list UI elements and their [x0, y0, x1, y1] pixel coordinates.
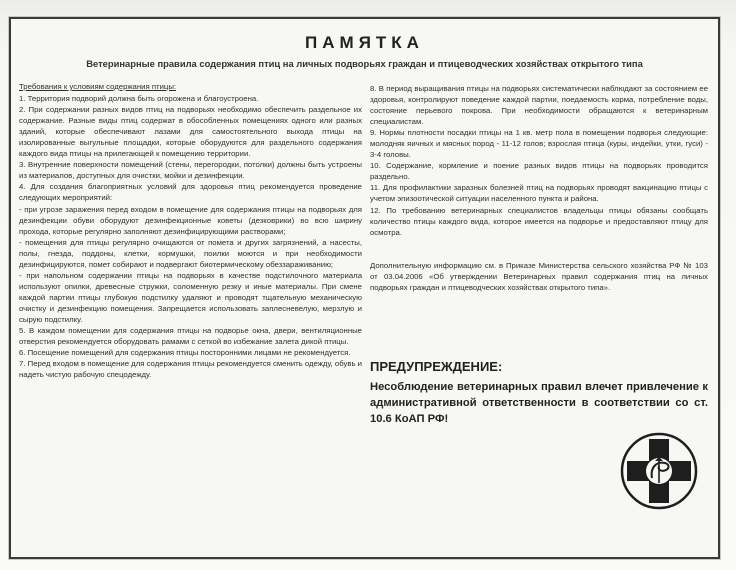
left-column	[19, 81, 362, 380]
rule-10: 10. Содержание, кормление и поение разных видов птицы на подворьях проводится раздельно.	[370, 161, 708, 182]
spacer	[370, 238, 708, 260]
warning-block	[370, 359, 708, 427]
reference-note: Дополнительную информацию см. в Приказе Министерства сельского хозяйства РФ № 103 от 03.04.2006 «Об утверждении Ветеринарных правил содержания птиц на личных подворьях граждан и птицеводческих хозяйствах открытого типа».	[370, 260, 708, 292]
memo-title: ПАМЯТКА	[305, 33, 424, 52]
rule-7: 7. Перед входом в помещение для содержания птицы рекомендуется сменить одежду, обувь и надеть чистую рабочую спецодежду.	[19, 359, 362, 380]
rule-4: 4. Для создания благоприятных условий для здоровья птиц рекомендуется проведение следующих мероприятий:	[19, 182, 362, 203]
rule-4-bullet-cleaning: - помещения для птицы регулярно очищаются от помета и других загрязнений, а насесты, полы, гнезда, поддоны, клетки, кормушки, поилки моются и при необходимости дезинфицируются, помет собирают и подвергают биотермическому обеззараживанию;	[19, 237, 362, 269]
requirements-heading: Требования к условиям содержания птицы:	[19, 82, 177, 91]
rule-4-bullet-bedding: - при напольном содержании птицы на подворьях в качестве подстилочного материала используют опилки, древесные стружки, соломенную резку и иные материалы. При смене каждой партии птицы глубокую подстилку удаляют и проводят тщательную механическую очистку и дезинфекцию помещения. Запрещается использовать заплесневелую, мерзлую и сырую подстилку.	[19, 270, 362, 324]
memo-subtitle: Ветеринарные правила содержания птиц на личных подворьях граждан и птицеводческих хозяйствах открытого типа	[86, 58, 643, 69]
rule-8: 8. В период выращивания птицы на подворьях систематически наблюдают за состоянием ее здоровья, контролируют поведение каждой партии, поедаемость корма, потребление воды, состояние перьевого покрова. При необходимости обращаются к ветеринарным специалистам.	[370, 84, 708, 127]
right-column	[370, 83, 708, 293]
warning-heading: ПРЕДУПРЕЖДЕНИЕ:	[370, 359, 503, 374]
rule-1: 1. Территория подворий должна быть огорожена и благоустроена.	[19, 94, 259, 104]
rule-5: 5. В каждом помещении для содержания птицы на подворье окна, двери, вентиляционные отверстия рекомендуется оборудовать рамами с сеткой во избежание залета дикой птицы.	[19, 326, 362, 347]
rule-2: 2. При содержании разных видов птиц на подворьях необходимо обеспечить раздельное их содержание. Разные виды птиц содержат в обособленных помещениях одного или разных зданий, которые обеспечивают лазами для самостоятельного выхода птицы на изолированные выгульные площадки, которые оборудуются для раздельного содержания каждого вида птицы на прилегающей к помещению территории.	[19, 105, 362, 159]
rule-4-bullet-disinfection-mats: - при угрозе заражения перед входом в помещение для содержания птицы на подворьях для дезинфекции обуви оборудуют дезинфекционные коветы (дезковрики) во всю ширину прохода, которые регулярно заполняют дезинфицирующими растворами;	[19, 204, 362, 236]
veterinary-emblem-icon	[619, 431, 699, 511]
memo-frame	[9, 17, 720, 559]
rule-3: 3. Внутренние поверхности помещений (стены, перегородки, потолки) должны быть устроены из материалов, доступных для очистки, мойки и дезинфекции.	[19, 160, 362, 181]
rule-11: 11. Для профилактики заразных болезней птиц на подворьях проводят вакцинацию птицы с учетом эпизоотической ситуации населенного пункта и района.	[370, 183, 708, 204]
warning-text: Несоблюдение ветеринарных правил влечет привлечение к административной ответственности в соответствии со ст. 10.6 КоАП РФ!	[370, 381, 708, 425]
rule-6: 6. Посещение помещений для содержания птицы посторонними лицами не рекомендуется.	[19, 348, 351, 358]
rule-12: 12. По требованию ветеринарных специалистов владельцы птицы обязаны сообщать количество птицы каждого вида, которое имеется на подворье и предоставляют птицу для осмотра.	[370, 205, 708, 237]
rule-9: 9. Нормы плотности посадки птицы на 1 кв. метр пола в помещении подворья следующие: молодняк яичных и мясных пород - 11-12 голов; взрослая птица (куры, индейки, утки, гуси) - 3-4 головы.	[370, 128, 708, 160]
